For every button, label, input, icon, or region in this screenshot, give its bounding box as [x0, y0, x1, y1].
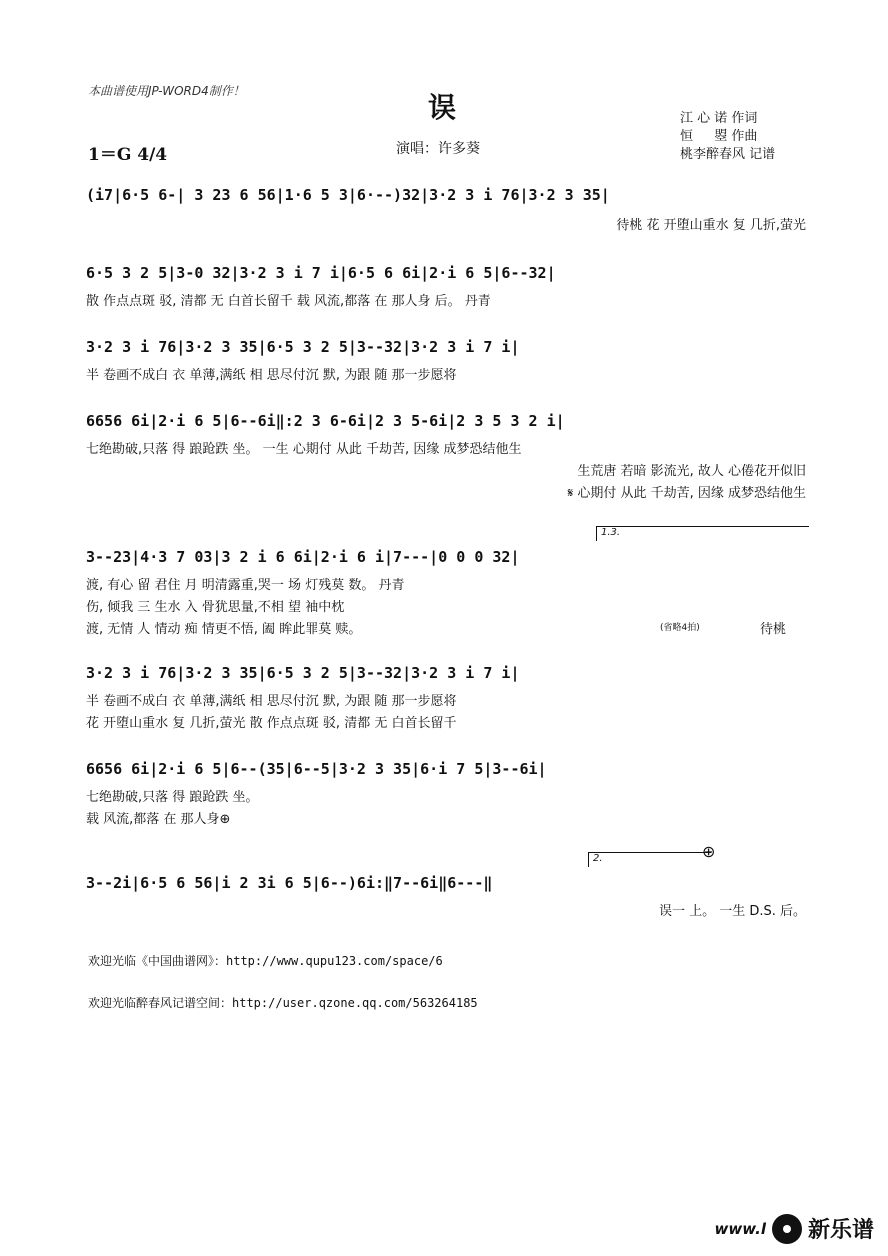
lyric-line-5b: 伤, 倾我 三 生水 入 骨犹思量,不相 望 袖中枕 [86, 600, 345, 615]
volta-bracket-1: 1.3. [596, 526, 809, 541]
lyric-line-3: 半 卷画不成白 衣 单薄,满纸 相 思尽付沉 默, 为跟 随 那一步愿将 [86, 368, 457, 383]
footer-site-2: 欢迎光临醉春风记谱空间：http://user.qzone.qq.com/563264185 [88, 996, 478, 1010]
notation-line-5: 3--23|4·3 7 03|3 2 i 6 6i|2·i 6 i|7---|0 0 0 32| [86, 548, 520, 566]
lyric-line-5c-end: 待桃 [760, 622, 787, 637]
transcriber: 桃李醉春风 记谱 [680, 147, 776, 162]
composer: 恒 曌 作曲 [680, 129, 758, 144]
lyric-line-8: 误一 上。 一生 D.S. 后。 [658, 904, 806, 919]
footer-site-1: 欢迎光临《中国曲谱网》：http://www.qupu123.com/space/6 [88, 954, 443, 968]
lyric-line-6a: 半 卷画不成白 衣 单薄,满纸 相 思尽付沉 默, 为跟 随 那一步愿将 [86, 694, 457, 709]
coda-icon: ⊕ [702, 842, 716, 861]
volta-bracket-2: 2. [588, 852, 711, 867]
lyric-line-4a: 七绝勘破,只落 得 踉跄跌 坐。 一生 心期付 从此 千劫苦, 因缘 成梦恐结他生 [86, 442, 522, 457]
lyricist: 江 心 诺 作词 [680, 111, 758, 126]
notation-line-7: 6656 6i|2·i 6 5|6--(35|6--5|3·2 3 35|6·i 7 5|3--6i| [86, 760, 547, 778]
lyric-line-1: 待桃 花 开堕山重水 复 几折,萤光 [616, 218, 806, 233]
credits [680, 110, 775, 164]
notation-line-8: 3--2i|6·5 6 56|i 2 3i 6 5|6--)6i:‖7--6i‖6---‖ [86, 874, 493, 892]
omission-note: (省略4拍) [660, 623, 700, 633]
lyric-line-4b: 生荒唐 若暗 影流光, 故人 心倦花开似旧 [577, 464, 806, 479]
notation-line-6: 3·2 3 i 76|3·2 3 35|6·5 3 2 5|3--32|3·2 3 i 7 i| [86, 664, 520, 682]
notation-line-2: 6·5 3 2 5|3-0 32|3·2 3 i 7 i|6·5 6 6i|2·i 6 5|6--32| [86, 264, 556, 282]
notation-line-3: 3·2 3 i 76|3·2 3 35|6·5 3 2 5|3--32|3·2 3 i 7 i| [86, 338, 520, 356]
lyric-line-6b: 花 开堕山重水 复 几折,萤光 散 作点点斑 驳, 清都 无 白首长留千 [86, 716, 457, 731]
song-title: 误 [428, 91, 457, 124]
lyric-line-2: 散 作点点斑 驳, 清都 无 白首长留千 载 风流,都落 在 那人身 后。 丹青 [86, 294, 491, 309]
software-note: 本曲谱使用JP-WORD4制作！ [88, 84, 245, 98]
logo-name: 新乐谱 [807, 1218, 874, 1243]
notation-line-4: 6656 6i|2·i 6 5|6--6i‖:2 3 6-6i|2 3 5-6i|2 3 5 3 2 i| [86, 412, 565, 430]
lyric-line-5c: 渡, 无情 人 情动 痴 情更不悟, 阖 眸此罪莫 赎。 [86, 622, 362, 637]
singer: 演唱：许多葵 [396, 141, 480, 157]
key-signature: 1＝G 4/4 [88, 145, 168, 165]
lyric-line-4c: 𝄋 心期付 从此 千劫苦, 因缘 成梦恐结他生 [567, 486, 806, 501]
logo-url: www.l [714, 1219, 766, 1238]
lyric-line-7a: 七绝勘破,只落 得 踉跄跌 坐。 [86, 790, 259, 805]
lyric-line-5a: 渡, 有心 留 君住 月 明清露重,哭一 场 灯残莫 数。 丹青 [86, 578, 405, 593]
site-logo [715, 1213, 874, 1244]
disc-icon [772, 1214, 802, 1244]
notation-line-1: (i7|6·5 6-| 3 23 6 56|1·6 5 3|6·--)32|3·2 3 i 76|3·2 3 35| [86, 186, 610, 204]
lyric-line-7b: 载 风流,都落 在 那人身⊕ [86, 812, 231, 827]
